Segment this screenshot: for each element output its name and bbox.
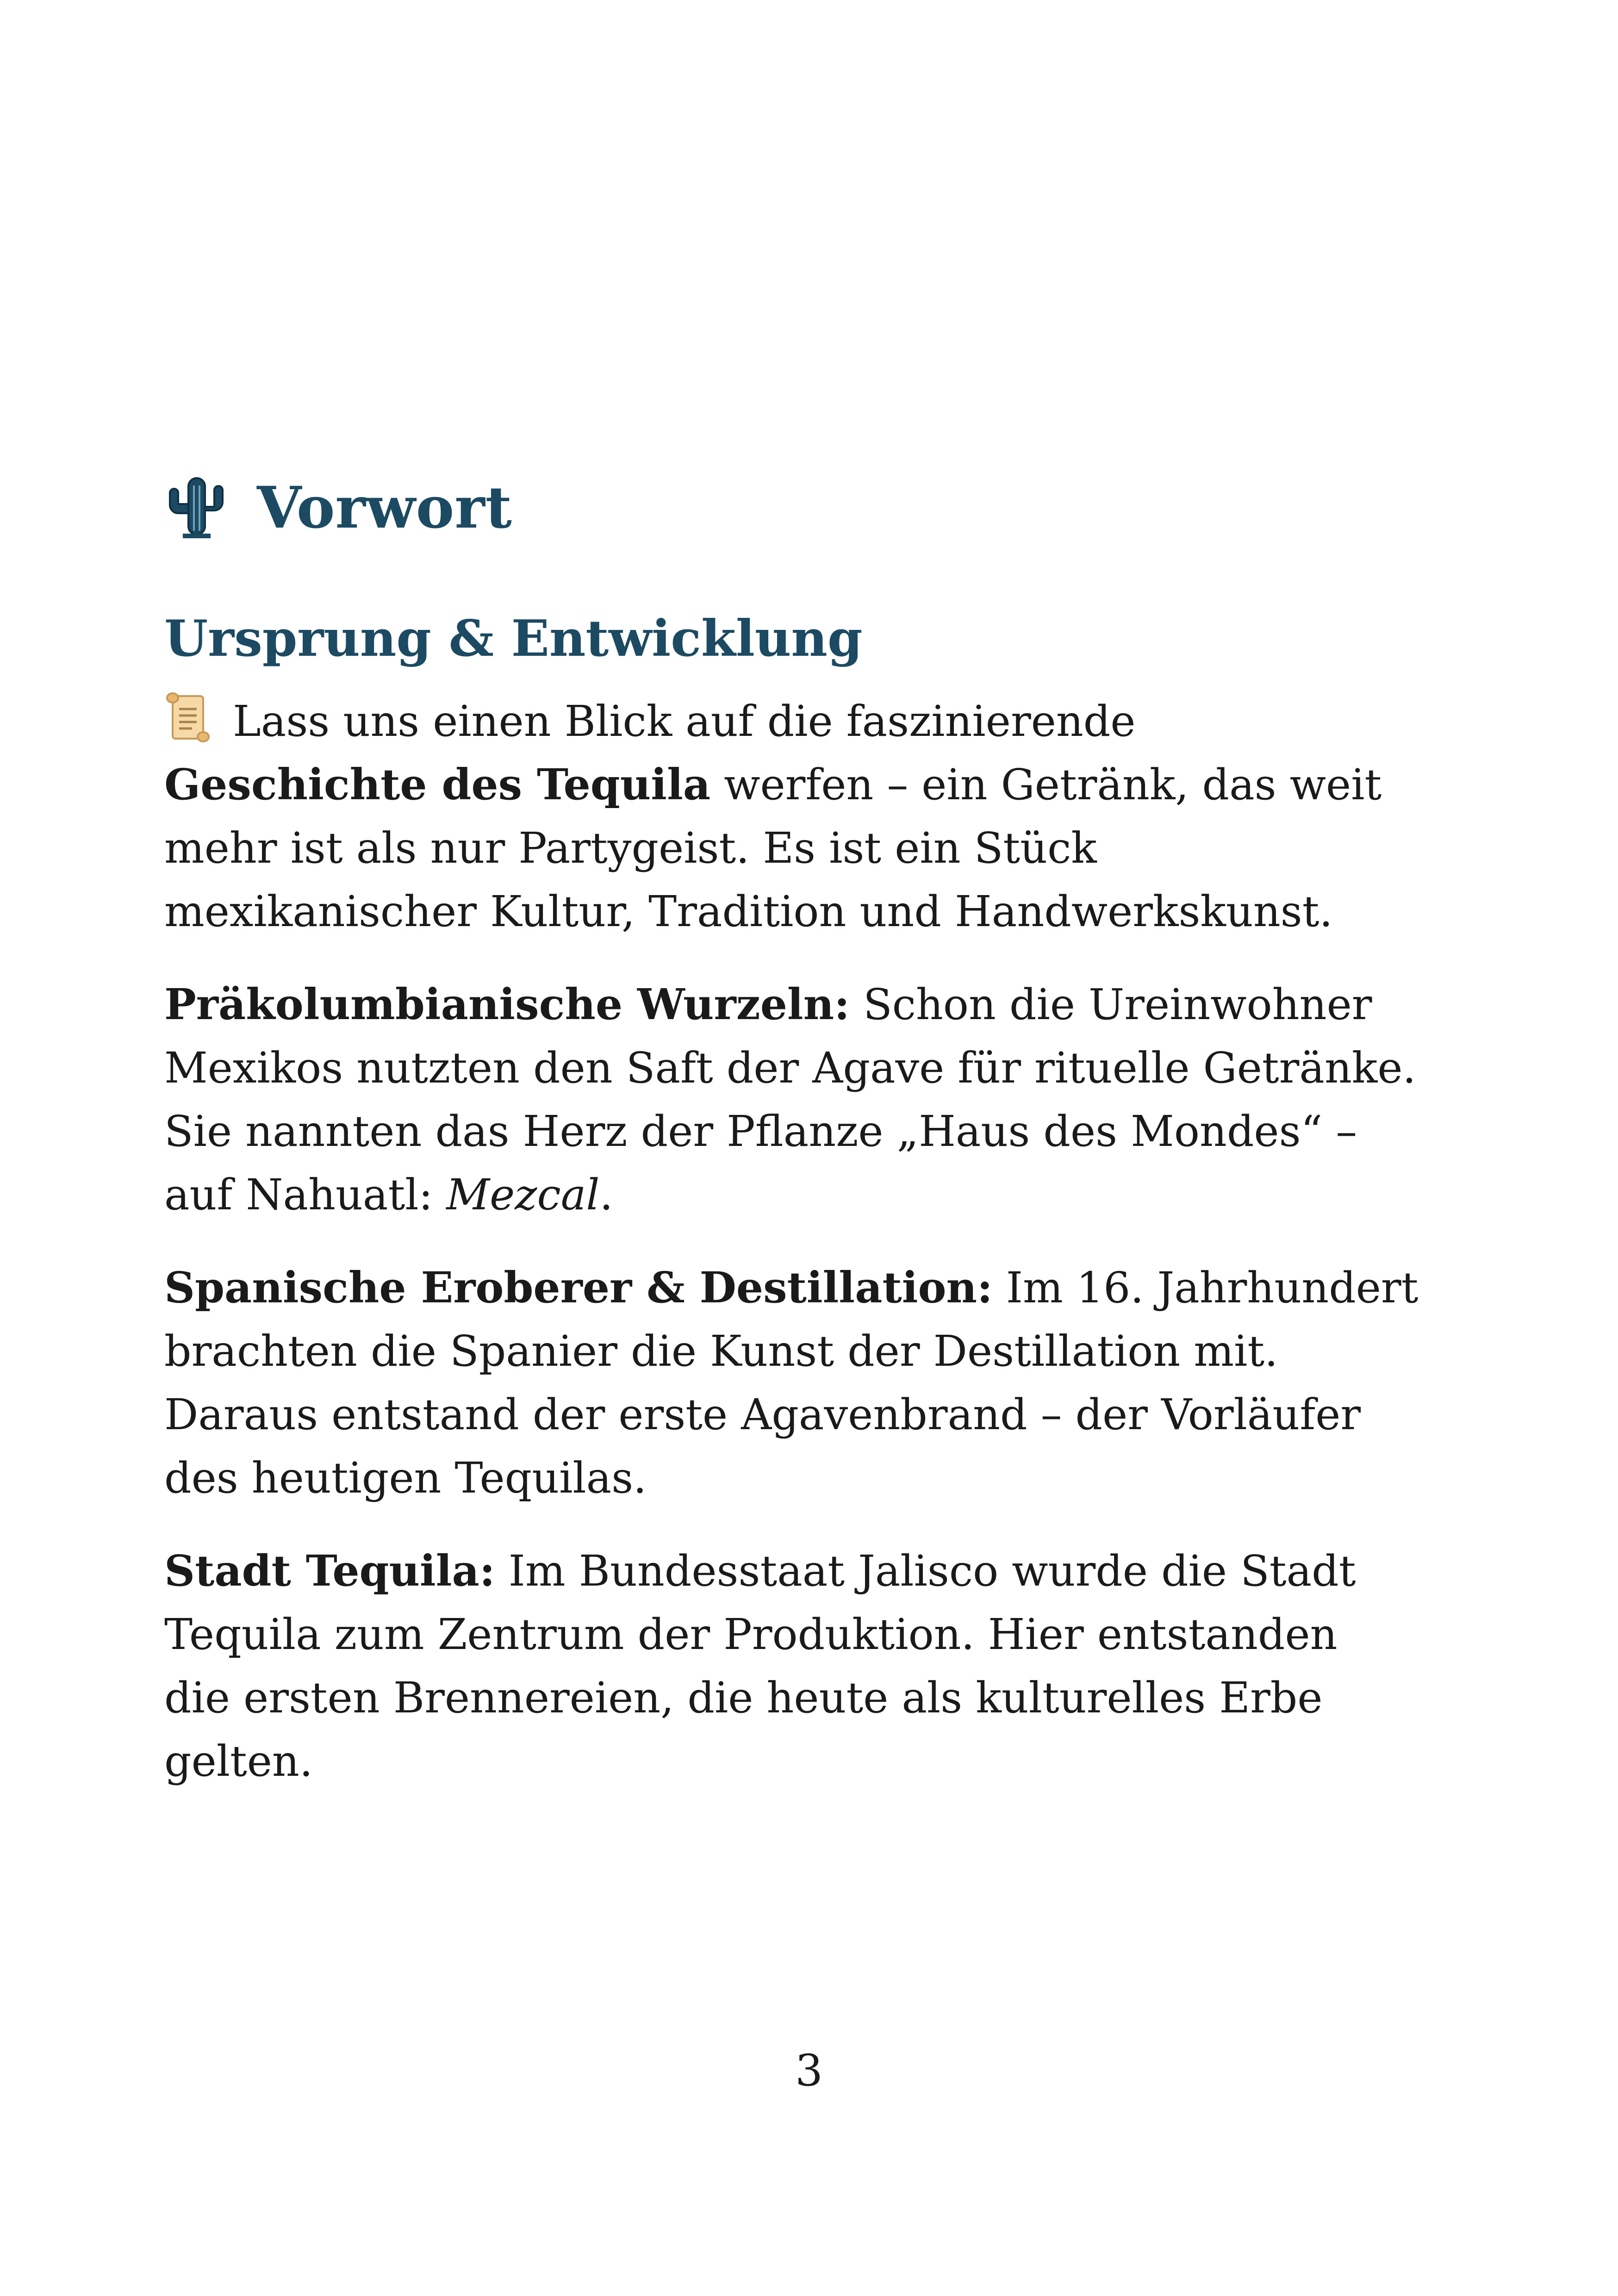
town-term: Stadt Tequila: [164, 1546, 495, 1596]
roots-line-1: Schon die Ureinwohner [849, 980, 1372, 1029]
town-line-4: gelten. [164, 1736, 313, 1786]
roots-line-4-end: . [599, 1170, 613, 1220]
chapter-title: Vorwort [257, 474, 512, 541]
distillation-term: Spanische Eroberer & Destillation: [164, 1263, 993, 1313]
chapter-heading [164, 467, 1488, 548]
mezcal-term: Mezcal [446, 1170, 600, 1220]
paragraph-roots [164, 973, 1488, 1226]
town-line-2: Tequila zum Zentrum der Produktion. Hier entstanden [164, 1610, 1338, 1659]
roots-line-3: Sie nannten das Herz der Pflanze „Haus des Mondes“ – [164, 1107, 1357, 1156]
paragraph-town [164, 1539, 1488, 1793]
roots-term: Präkolumbianische Wurzeln: [164, 979, 850, 1029]
town-line-3: die ersten Brennereien, die heute als kulturelles Erbe [164, 1673, 1323, 1723]
distillation-line-2: brachten die Spanier die Kunst der Destillation mit. [164, 1326, 1278, 1376]
page-number: 3 [795, 2046, 823, 2096]
section-title: Ursprung & Entwicklung [164, 610, 863, 668]
town-line-1: Im Bundesstaat Jalisco wurde die Stadt [495, 1546, 1356, 1596]
paragraph-distillation [164, 1256, 1488, 1510]
intro-bold-term: Geschichte des Tequila [164, 759, 711, 809]
intro-line-2: werfen – ein Getränk, das weit [710, 760, 1382, 809]
scroll-icon [164, 691, 211, 742]
distillation-line-3: Daraus entstand der erste Agavenbrand – der Vorläufer [164, 1390, 1361, 1439]
intro-line-4: mexikanischer Kultur, Tradition und Handwerkskunst. [164, 887, 1333, 936]
roots-line-4: auf Nahuatl: [164, 1170, 447, 1220]
intro-line-1: Lass uns einen Blick auf die faszinierende [233, 697, 1136, 746]
distillation-line-1: Im 16. Jahrhundert [992, 1263, 1419, 1313]
page-content [164, 467, 1488, 1793]
roots-line-2: Mexikos nutzten den Saft der Agave für rituelle Getränke. [164, 1043, 1416, 1093]
cactus-icon [164, 474, 229, 541]
intro-paragraph [164, 690, 1488, 943]
distillation-line-4: des heutigen Tequilas. [164, 1453, 647, 1503]
intro-line-3: mehr ist als nur Partygeist. Es ist ein Stück [164, 823, 1097, 873]
